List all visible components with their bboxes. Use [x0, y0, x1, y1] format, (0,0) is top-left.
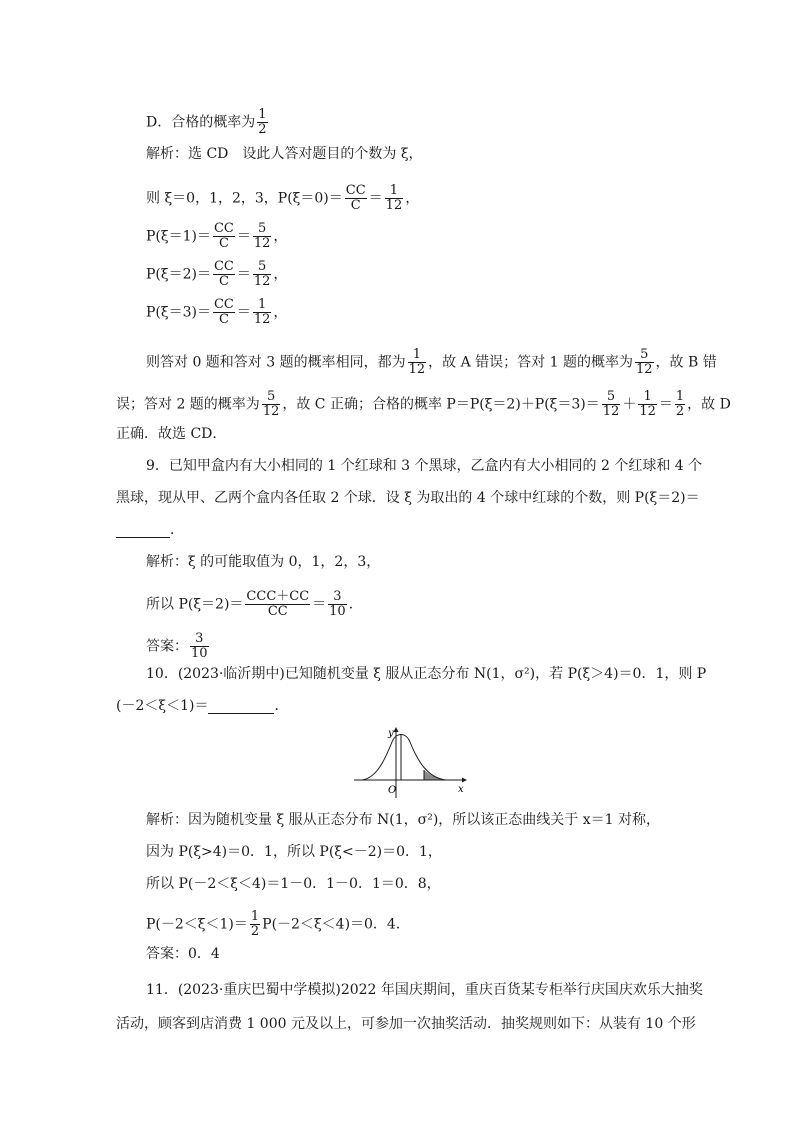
- question-9-line-1: 9．已知甲盒内有大小相同的 1 个红球和 3 个黑球，乙盒内有大小相同的 2 个红球和 4 个: [146, 458, 703, 474]
- analysis-10-line-2: 因为 P(ξ>4)＝0．1，所以 P(ξ<－2)＝0．1，: [146, 844, 442, 860]
- fraction: CCC＋CC CC: [246, 589, 310, 619]
- answer-9: 答案： $\frac{3}{10}$: [146, 631, 208, 661]
- answer-blank: [208, 701, 274, 714]
- summary-line-2: 误；答对 2 题的概率为 $\frac{5}{12}$ ，故 C 正确；合格的概率 P＝P(ξ＝2)＋P(ξ＝3)＝ $\frac{5}{12}$ ＋ $\frac{1}{12}$ ＝ $\frac{1}{2}$ ，故 D: [116, 389, 731, 419]
- analysis-10-line-1: 解析：因为随机变量 ξ 服从正态分布 N(1，σ²)，所以该正态曲线关于 x＝1 对称，: [146, 812, 661, 828]
- question-11-line-2: 活动，顾客到店消费 1 000 元及以上，可参加一次抽奖活动．抽奖规则如下：从装有 10 个形: [116, 1016, 696, 1032]
- option-d-text: D．合格的概率为: [146, 114, 256, 131]
- fraction: $\frac{1}{12}$: [385, 183, 403, 213]
- option-d: [146, 107, 270, 137]
- fraction: $\frac{5}{12}$: [636, 347, 653, 377]
- analysis-9-line-1: 解析：ξ 的可能取值为 0，1，2，3，: [146, 554, 381, 570]
- answer-blank: [116, 525, 170, 538]
- fraction: $\frac{1}{2}$: [675, 389, 685, 419]
- fraction: $\frac{1}{12}$: [639, 389, 656, 419]
- normal-curve: [362, 735, 446, 781]
- origin-label: O: [388, 785, 397, 796]
- answer-10: 答案：0．4: [146, 946, 220, 962]
- x-label: x: [458, 784, 464, 795]
- analysis-intro: 解析：选 CD 设此人答对题目的个数为 ξ，: [146, 146, 423, 162]
- analysis-9-line-2: 所以 P(ξ＝2)＝ CCC＋CC CC ＝ $\frac{3}{10}$ ．: [146, 589, 363, 619]
- fraction: $\frac{5}{12}$: [253, 221, 271, 251]
- fraction: $\frac{1}{12}$: [408, 347, 426, 377]
- fraction: $\frac{CC}{C}$: [213, 259, 234, 289]
- p-xi-3: P(ξ＝3)＝ $\frac{CC}{C}$ ＝ $\frac{1}{12}$ ，: [146, 297, 288, 327]
- question-9-blank: ．: [116, 522, 184, 538]
- summary-line-1: 则答对 0 题和答对 3 题的概率相同，都为 $\frac{1}{12}$ ，故 A 错误；答对 1 题的概率为 $\frac{5}{12}$ ，故 B 错: [146, 347, 717, 377]
- summary-line-3: 正确．故选 CD．: [116, 426, 227, 442]
- x-axis-arrow: [462, 778, 467, 783]
- fraction: $\frac{CC}{C}$: [213, 297, 234, 327]
- y-axis-arrow: [394, 727, 399, 732]
- analysis-10-line-3: 所以 P(－2＜ξ＜4)＝1－0．1－0．1＝0．8，: [146, 876, 441, 892]
- question-11-line-1: 11．(2023·重庆巴蜀中学模拟)2022 年国庆期间，重庆百货某专柜举行庆国庆欢乐大抽奖: [146, 982, 703, 998]
- p-xi-0: 则 ξ＝0，1，2，3，P(ξ＝0)＝ $\frac{CC}{C}$ ＝ $\frac{1}{12}$ ，: [146, 183, 420, 213]
- fraction: $\frac{1}{2}$: [250, 909, 260, 939]
- question-10-line-1: 10．(2023·临沂期中)已知随机变量 ξ 服从正态分布 N(1，σ²)，若 P(ξ＞4)＝0．1，则 P: [146, 666, 707, 682]
- y-label: y: [388, 728, 394, 739]
- p-xi-1: P(ξ＝1)＝ $\frac{CC}{C}$ ＝ $\frac{5}{12}$ ，: [146, 221, 288, 251]
- fraction: $\frac{1}{2}$: [258, 107, 267, 137]
- question-9-line-2: 黑球，现从甲、乙两个盒内各任取 2 个球．设 ξ 为取出的 4 个球中红球的个数，则 P(ξ＝2)＝: [116, 490, 700, 506]
- fraction: $\frac{5}{12}$: [602, 389, 620, 419]
- fraction: $\frac{1}{12}$: [253, 297, 271, 327]
- analysis-10-line-4: P(－2＜ξ＜1)＝ $\frac{1}{2}$ P(－2＜ξ＜4)＝0．4．: [146, 909, 410, 939]
- fraction: $\frac{5}{12}$: [262, 389, 280, 419]
- fraction: $\frac{5}{12}$: [253, 259, 271, 289]
- normal-curve-graph: [350, 722, 474, 802]
- fraction: $\frac{3}{10}$: [191, 631, 208, 661]
- p-xi-2: P(ξ＝2)＝ $\frac{CC}{C}$ ＝ $\frac{5}{12}$ ，: [146, 259, 288, 289]
- question-10-line-2: (－2＜ξ＜1)＝ ．: [116, 698, 289, 714]
- fraction: $\frac{CC}{C}$: [213, 221, 234, 251]
- fraction: $\frac{CC}{C}$: [345, 183, 366, 213]
- fraction: $\frac{3}{10}$: [329, 589, 346, 619]
